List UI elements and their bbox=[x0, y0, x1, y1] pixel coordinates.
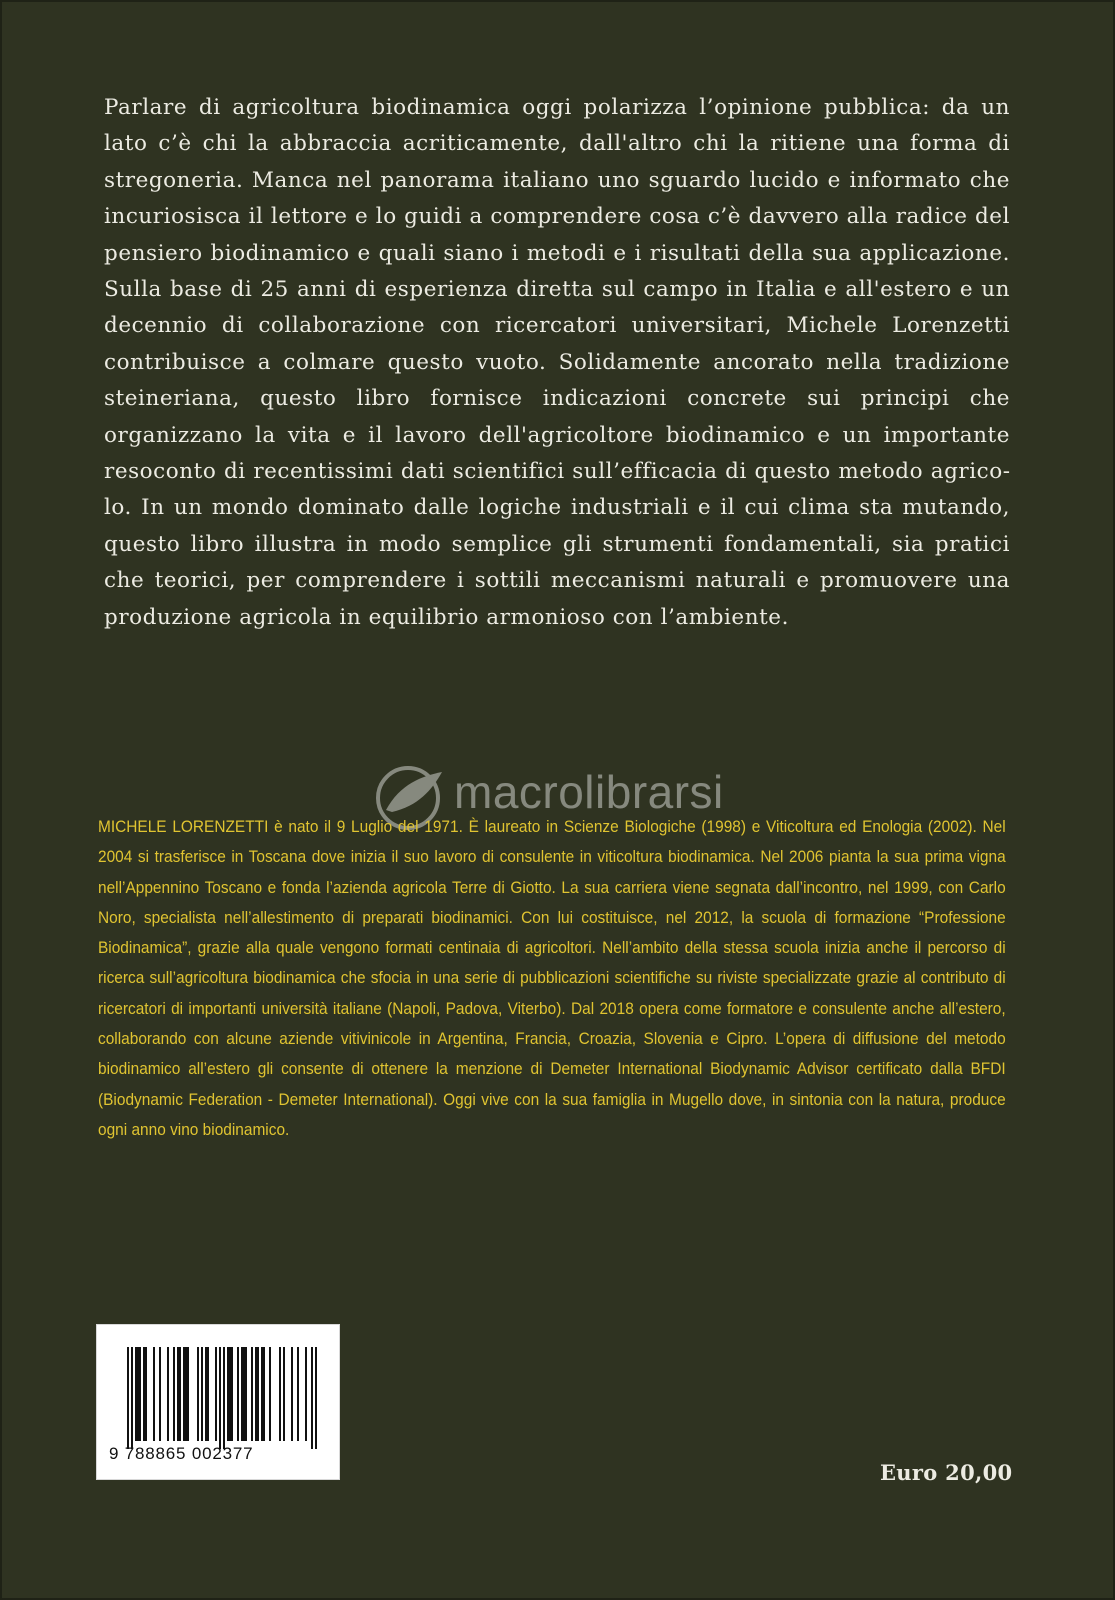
barcode-bar bbox=[197, 1347, 199, 1441]
barcode-bar bbox=[251, 1347, 253, 1441]
barcode-bar bbox=[179, 1347, 181, 1441]
barcode-bar bbox=[261, 1347, 263, 1441]
barcode-bar bbox=[131, 1347, 133, 1449]
barcode-bar bbox=[137, 1347, 139, 1441]
barcode-bar bbox=[263, 1347, 265, 1441]
barcode-bar bbox=[227, 1347, 229, 1441]
barcode-bar bbox=[315, 1347, 317, 1449]
barcode-bar bbox=[305, 1347, 307, 1441]
barcode-bar bbox=[177, 1347, 179, 1441]
isbn-digits: 9 788865 002377 bbox=[109, 1444, 254, 1463]
watermark-text: macrolibrarsi bbox=[454, 766, 724, 818]
barcode-bar bbox=[223, 1347, 225, 1449]
barcode-bar bbox=[283, 1347, 285, 1441]
barcode-bar bbox=[139, 1347, 141, 1441]
barcode-bar bbox=[185, 1347, 187, 1441]
barcode-bar bbox=[207, 1347, 209, 1441]
book-blurb: Parlare di agricoltura biodinamica oggi polarizza l’opinione pubblica: da un lato c’è chi la abbraccia acriticamente, dall'altro chi la ritiene una forma di stregoneria. Manca nel panorama italiano uno sguardo lucido e informato che incuriosisca il lettore e lo guidi a comprendere cosa c’è davvero alla radice del pensiero biodinamico e quali siano i metodi e i risultati della sua applicazione. Sulla base di 25 anni di esperienza diretta sul campo in Italia e all'estero e un decennio di collaborazione con ricercatori universitari, Michele Lorenzetti contribuisce a colmare questo vuoto. Solidamente ancorato nella tradizione steineriana, questo libro fornisce indicazioni concrete sui principi che organizzano la vita e il lavoro dell'agricoltore biodinamico e un importante resoconto di recentissimi dati scientifici sull’efficacia di questo metodo agricolo. In un mondo dominato dalle logiche industriali e il cui clima sta mutando, questo libro illustra in modo semplice gli strumenti fondamentali, sia pratici che teorici, per comprendere i sottili meccanismi naturali e promuovere una produzione agricola in equilibrio armonioso con l’ambiente. bbox=[104, 95, 1010, 630]
barcode-bar bbox=[145, 1347, 147, 1441]
barcode-bar bbox=[297, 1347, 299, 1441]
barcode-bar bbox=[135, 1347, 137, 1441]
barcode-bar bbox=[311, 1347, 313, 1449]
isbn-barcode bbox=[97, 1325, 339, 1479]
barcode-bar bbox=[153, 1347, 155, 1441]
barcode-bar bbox=[167, 1347, 169, 1441]
barcode-bar bbox=[183, 1347, 185, 1441]
barcode-bar bbox=[143, 1347, 145, 1441]
barcode-bar bbox=[127, 1347, 129, 1449]
barcode-bar bbox=[245, 1347, 247, 1441]
barcode-bar bbox=[159, 1347, 161, 1441]
barcode-bar bbox=[241, 1347, 243, 1441]
barcode-bar bbox=[243, 1347, 245, 1441]
barcode-bar bbox=[215, 1347, 217, 1441]
barcode-bar bbox=[173, 1347, 175, 1441]
author-bio: MICHELE LORENZETTI è nato il 9 Luglio del 1971. È laureato in Scienze Biologiche (1998) e Viticoltura ed Enologia (2002). Nel 2004 si trasferisce in Toscana dove inizia il suo lavoro di consulente in viticoltura biodinamica. Nel 2006 pianta la sua prima vigna nell’Appennino Toscano e fonda l’azienda agricola Terre di Giotto. La sua carriera viene segnata dall’incontro, nel 1999, con Carlo Noro, specialista nell’allestimento di preparati biodinamici. Con lui costituisce, nel 2012, la scuola di formazione “Professione Biodinamica”, grazie alla quale vengono formati centinaia di agricoltori. Nell’ambito della stessa scuola inizia anche il percorso di ricerca sull’agricoltura biodinamica che sfocia in una serie di pubblicazioni scientifiche su riviste specializzate grazie al contributo di ricercatori di importanti università italiane (Napoli, Padova, Viterbo). Dal 2018 opera come formatore e consulente anche all’estero, collaborando con alcune aziende vitivinicole in Argentina, Francia, Croazia, Slovenia e Cipro. L’opera di diffusione del metodo biodinamico all’estero gli consente di ottenere la menzione di Demeter International Biodynamic Advisor certificato dalla BFDI (Biodynamic Federation - Demeter International). Oggi vive con la sua famiglia in Mugello dove, in sintonia con la natura, produce ogni anno vino biodinamico. bbox=[98, 817, 1006, 1139]
barcode-bar bbox=[231, 1347, 233, 1441]
barcode-bar bbox=[291, 1347, 293, 1441]
barcode-bar bbox=[201, 1347, 203, 1441]
barcode-bar bbox=[187, 1347, 189, 1441]
price-label: Euro 20,00 bbox=[880, 1460, 1013, 1485]
barcode-bar bbox=[219, 1347, 221, 1449]
barcode-bar bbox=[269, 1347, 271, 1441]
barcode-bar bbox=[229, 1347, 231, 1441]
barcode-bar bbox=[257, 1347, 259, 1441]
barcode-bar bbox=[205, 1347, 207, 1441]
barcode-bar bbox=[255, 1347, 257, 1441]
barcode-bar bbox=[237, 1347, 239, 1441]
barcode-bar bbox=[279, 1347, 281, 1441]
